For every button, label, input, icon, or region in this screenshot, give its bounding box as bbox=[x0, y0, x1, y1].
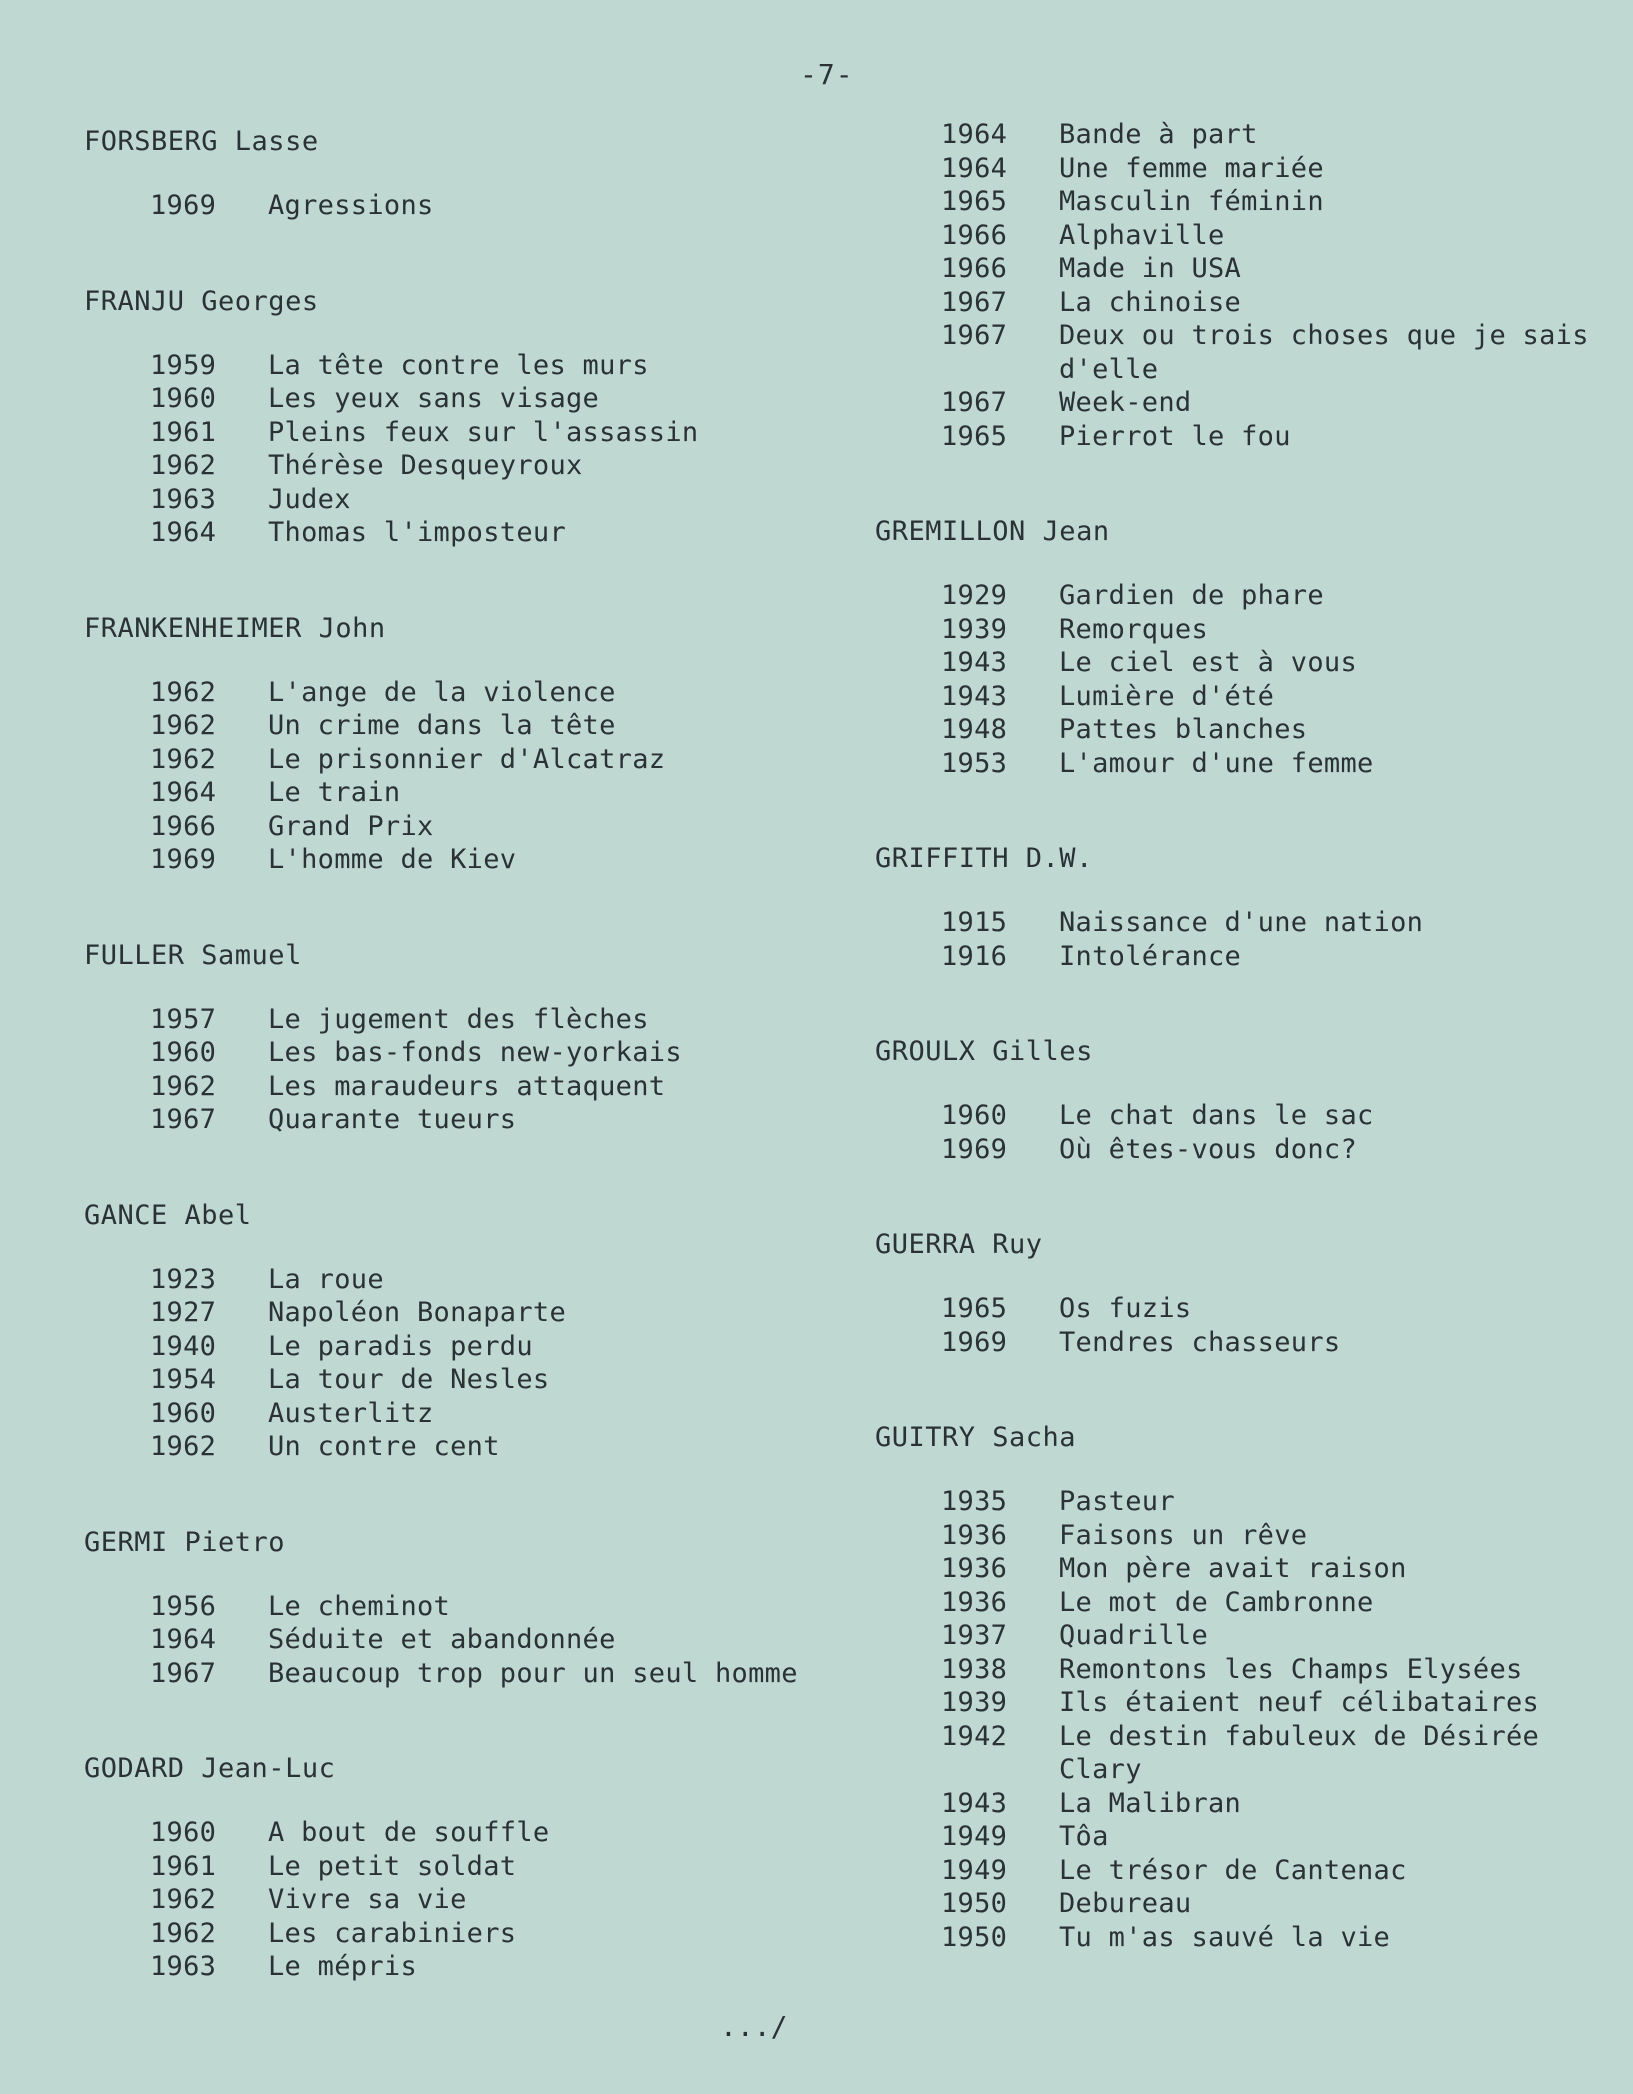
director-block bbox=[875, 0, 1595, 453]
film-entry bbox=[875, 185, 1595, 219]
film-entry bbox=[84, 1397, 804, 1431]
film-entry bbox=[875, 1619, 1595, 1653]
director-block bbox=[84, 612, 804, 877]
film-title: Une femme mariée bbox=[1059, 152, 1324, 184]
film-year: 1957 bbox=[150, 1003, 217, 1035]
film-year: 1916 bbox=[941, 940, 1008, 972]
film-title: Les carabiniers bbox=[268, 1917, 517, 1949]
film-year: 1949 bbox=[941, 1854, 1008, 1886]
film-year: 1967 bbox=[941, 320, 1008, 351]
film-year: 1962 bbox=[150, 1070, 217, 1102]
film-title: Ils étaient neuf célibataires bbox=[1059, 1687, 1540, 1718]
film-title: Bande à part bbox=[1059, 119, 1258, 150]
left-column bbox=[84, 125, 804, 2046]
film-title: Le petit soldat bbox=[268, 1850, 517, 1882]
film-year: 1964 bbox=[150, 517, 217, 548]
film-entry bbox=[84, 676, 804, 710]
director-block bbox=[84, 1752, 804, 1984]
film-title: Deux ou trois choses que je sais d'elle bbox=[1059, 320, 1589, 385]
film-title: Pleins feux sur l'assassin bbox=[268, 416, 699, 448]
film-entry bbox=[875, 1921, 1595, 1955]
film-year: 1938 bbox=[941, 1653, 1008, 1685]
film-year: 1962 bbox=[150, 1431, 217, 1462]
director-block bbox=[84, 1199, 804, 1464]
film-entry bbox=[84, 1816, 804, 1850]
film-entry bbox=[875, 1485, 1595, 1519]
film-entry bbox=[875, 613, 1595, 647]
film-entry bbox=[875, 1586, 1595, 1620]
director-block bbox=[875, 515, 1595, 780]
film-year: 1940 bbox=[150, 1330, 217, 1362]
film-year: 1923 bbox=[150, 1263, 217, 1295]
film-entry bbox=[84, 1623, 804, 1657]
director-name: GUERRA Ruy bbox=[875, 1229, 1043, 1260]
film-year: 1956 bbox=[150, 1590, 217, 1622]
film-year: 1943 bbox=[941, 647, 1008, 678]
film-title: Debureau bbox=[1059, 1888, 1192, 1919]
director-name: FRANKENHEIMER John bbox=[84, 612, 386, 644]
film-title: Les yeux sans visage bbox=[268, 383, 600, 414]
film-entry bbox=[875, 386, 1595, 420]
film-year: 1949 bbox=[941, 1821, 1008, 1852]
film-year: 1969 bbox=[150, 190, 217, 221]
film-entry bbox=[84, 1363, 804, 1397]
film-entry bbox=[84, 1657, 804, 1691]
director-name: FULLER Samuel bbox=[84, 939, 302, 971]
film-year: 1961 bbox=[150, 416, 217, 448]
film-title: Le chat dans le sac bbox=[1059, 1100, 1374, 1131]
director-name: GUITRY Sacha bbox=[875, 1422, 1077, 1453]
film-title: Le mot de Cambronne bbox=[1059, 1586, 1374, 1618]
film-title: Gardien de phare bbox=[1059, 580, 1324, 611]
film-year: 1939 bbox=[941, 1687, 1008, 1718]
film-entry bbox=[84, 776, 804, 810]
film-year: 1950 bbox=[941, 1921, 1008, 1953]
film-title: Pasteur bbox=[1059, 1486, 1175, 1517]
film-entry bbox=[84, 1850, 804, 1884]
continued-mark: .../ bbox=[720, 2010, 788, 2043]
film-year: 1969 bbox=[941, 1326, 1008, 1358]
film-title: Les maraudeurs attaquent bbox=[268, 1070, 666, 1102]
film-title: Masculin féminin bbox=[1059, 186, 1324, 217]
film-entry bbox=[875, 1133, 1595, 1167]
film-title: La chinoise bbox=[1059, 286, 1242, 318]
film-entry bbox=[84, 189, 804, 223]
film-year: 1962 bbox=[150, 710, 217, 741]
film-entry bbox=[84, 743, 804, 777]
director-name: GRIFFITH D.W. bbox=[875, 843, 1093, 874]
film-year: 1966 bbox=[941, 219, 1008, 251]
film-title: Où êtes-vous donc? bbox=[1059, 1133, 1357, 1165]
film-year: 1960 bbox=[150, 1037, 217, 1068]
director-block bbox=[84, 125, 804, 223]
film-year: 1967 bbox=[941, 387, 1008, 418]
director-name: FRANJU Georges bbox=[84, 285, 319, 317]
film-title: L'ange de la violence bbox=[268, 676, 616, 708]
director-name: GREMILLON Jean bbox=[875, 516, 1110, 547]
director-name: FORSBERG Lasse bbox=[84, 126, 319, 157]
film-year: 1962 bbox=[150, 450, 217, 481]
film-year: 1915 bbox=[941, 907, 1008, 938]
film-year: 1960 bbox=[150, 1397, 217, 1429]
film-entry bbox=[875, 1720, 1595, 1787]
film-entry bbox=[84, 1590, 804, 1624]
film-title: Pattes blanches bbox=[1059, 714, 1308, 745]
film-title: La tête contre les murs bbox=[268, 349, 649, 381]
film-title: Pierrot le fou bbox=[1059, 420, 1291, 452]
film-title: Week-end bbox=[1059, 387, 1192, 418]
film-title: Le cheminot bbox=[268, 1590, 451, 1622]
film-year: 1967 bbox=[150, 1657, 217, 1689]
film-entry bbox=[875, 1519, 1595, 1553]
film-title: Remorques bbox=[1059, 613, 1208, 645]
film-year: 1966 bbox=[150, 810, 217, 842]
director-name: GROULX Gilles bbox=[875, 1036, 1093, 1067]
film-year: 1965 bbox=[941, 420, 1008, 452]
director-block bbox=[875, 1228, 1595, 1359]
director-name: GERMI Pietro bbox=[84, 1526, 286, 1558]
film-entry bbox=[84, 1330, 804, 1364]
film-title: Beaucoup trop pour un seul homme bbox=[268, 1657, 798, 1689]
director-name: GODARD Jean-Luc bbox=[84, 1753, 336, 1784]
right-column bbox=[875, 0, 1595, 2016]
film-year: 1936 bbox=[941, 1553, 1008, 1584]
film-entry bbox=[84, 1103, 804, 1137]
director-block bbox=[84, 1526, 804, 1691]
film-title: Le paradis perdu bbox=[268, 1330, 533, 1362]
film-title: La Malibran bbox=[1059, 1787, 1242, 1819]
film-year: 1937 bbox=[941, 1620, 1008, 1651]
film-entry bbox=[875, 1653, 1595, 1687]
film-title: Napoléon Bonaparte bbox=[268, 1297, 566, 1328]
film-entry bbox=[875, 1887, 1595, 1921]
film-entry bbox=[84, 1296, 804, 1330]
film-title: Agressions bbox=[268, 190, 434, 221]
film-entry bbox=[875, 906, 1595, 940]
film-year: 1964 bbox=[941, 119, 1008, 150]
director-block bbox=[84, 939, 804, 1137]
film-entry bbox=[875, 1099, 1595, 1133]
film-year: 1967 bbox=[941, 286, 1008, 318]
film-year: 1950 bbox=[941, 1888, 1008, 1919]
film-entry bbox=[875, 286, 1595, 320]
film-entry bbox=[875, 713, 1595, 747]
film-entry bbox=[875, 1787, 1595, 1821]
film-year: 1964 bbox=[150, 1624, 217, 1655]
film-year: 1965 bbox=[941, 186, 1008, 217]
film-entry bbox=[875, 579, 1595, 613]
page-number: -7- bbox=[800, 58, 854, 91]
film-entry bbox=[84, 1917, 804, 1951]
film-entry bbox=[84, 416, 804, 450]
film-year: 1948 bbox=[941, 714, 1008, 745]
film-entry bbox=[84, 1883, 804, 1917]
film-entry bbox=[875, 1326, 1595, 1360]
director-block bbox=[875, 1035, 1595, 1166]
film-year: 1942 bbox=[941, 1720, 1008, 1752]
film-title: Le jugement des flèches bbox=[268, 1003, 649, 1035]
film-title: Faisons un rêve bbox=[1059, 1519, 1308, 1551]
film-entry bbox=[84, 1003, 804, 1037]
film-entry bbox=[875, 420, 1595, 454]
film-year: 1954 bbox=[150, 1364, 217, 1395]
film-entry bbox=[84, 483, 804, 517]
film-entry bbox=[84, 709, 804, 743]
film-entry bbox=[875, 680, 1595, 714]
film-title: Mon père avait raison bbox=[1059, 1553, 1407, 1584]
film-title: Judex bbox=[268, 483, 351, 515]
director-block bbox=[84, 285, 804, 550]
film-title: Le destin fabuleux de Désirée Clary bbox=[1059, 1720, 1540, 1785]
film-title: Les bas-fonds new-yorkais bbox=[268, 1037, 682, 1068]
film-entry bbox=[875, 1686, 1595, 1720]
film-title: L'homme de Kiev bbox=[268, 844, 517, 875]
film-entry bbox=[84, 1070, 804, 1104]
film-title: La tour de Nesles bbox=[268, 1364, 550, 1395]
film-year: 1962 bbox=[150, 1917, 217, 1949]
film-year: 1936 bbox=[941, 1519, 1008, 1551]
film-year: 1960 bbox=[150, 383, 217, 414]
film-title: Quadrille bbox=[1059, 1620, 1208, 1651]
film-year: 1964 bbox=[150, 777, 217, 808]
film-year: 1959 bbox=[150, 349, 217, 381]
film-title: La roue bbox=[268, 1263, 384, 1295]
film-year: 1962 bbox=[150, 743, 217, 775]
film-entry bbox=[84, 1263, 804, 1297]
film-title: Vivre sa vie bbox=[268, 1884, 467, 1915]
film-entry bbox=[84, 516, 804, 550]
film-entry bbox=[875, 152, 1595, 186]
film-year: 1963 bbox=[150, 483, 217, 515]
film-year: 1960 bbox=[941, 1100, 1008, 1131]
film-entry bbox=[84, 843, 804, 877]
film-title: Tu m'as sauvé la vie bbox=[1059, 1921, 1391, 1953]
film-entry bbox=[84, 382, 804, 416]
film-year: 1960 bbox=[150, 1817, 217, 1848]
film-year: 1963 bbox=[150, 1951, 217, 1982]
film-title: Un contre cent bbox=[268, 1431, 500, 1462]
film-title: Alphaville bbox=[1059, 219, 1225, 251]
film-year: 1969 bbox=[150, 844, 217, 875]
film-title: Le prisonnier d'Alcatraz bbox=[268, 743, 666, 775]
film-entry bbox=[84, 810, 804, 844]
film-title: Intolérance bbox=[1059, 940, 1242, 972]
film-entry bbox=[875, 1854, 1595, 1888]
film-entry bbox=[875, 252, 1595, 286]
film-entry bbox=[84, 1036, 804, 1070]
film-title: Os fuzis bbox=[1059, 1293, 1192, 1324]
film-entry bbox=[875, 747, 1595, 781]
film-title: Remontons les Champs Elysées bbox=[1059, 1653, 1523, 1685]
film-title: Quarante tueurs bbox=[268, 1104, 517, 1135]
film-year: 1939 bbox=[941, 613, 1008, 645]
film-entry bbox=[84, 1430, 804, 1464]
director-block bbox=[875, 842, 1595, 973]
film-year: 1953 bbox=[941, 747, 1008, 779]
film-year: 1962 bbox=[150, 676, 217, 708]
director-name: GANCE Abel bbox=[84, 1199, 252, 1231]
film-title: Séduite et abandonnée bbox=[268, 1624, 616, 1655]
film-title: Thomas l'imposteur bbox=[268, 517, 566, 548]
film-year: 1966 bbox=[941, 253, 1008, 284]
film-entry bbox=[875, 646, 1595, 680]
film-entry bbox=[875, 1552, 1595, 1586]
film-entry bbox=[84, 349, 804, 383]
film-entry bbox=[875, 118, 1595, 152]
film-entry bbox=[875, 1292, 1595, 1326]
film-title: Made in USA bbox=[1059, 253, 1242, 284]
film-year: 1967 bbox=[150, 1104, 217, 1135]
film-year: 1935 bbox=[941, 1486, 1008, 1517]
film-year: 1961 bbox=[150, 1850, 217, 1882]
film-title: Naissance d'une nation bbox=[1059, 907, 1424, 938]
film-year: 1964 bbox=[941, 152, 1008, 184]
film-title: Le mépris bbox=[268, 1951, 417, 1982]
film-year: 1936 bbox=[941, 1586, 1008, 1618]
film-title: Thérèse Desqueyroux bbox=[268, 450, 583, 481]
film-title: Tôa bbox=[1059, 1821, 1109, 1852]
film-title: Tendres chasseurs bbox=[1059, 1326, 1341, 1358]
film-title: A bout de souffle bbox=[268, 1817, 550, 1848]
film-entry bbox=[84, 449, 804, 483]
film-year: 1943 bbox=[941, 1787, 1008, 1819]
film-title: Le ciel est à vous bbox=[1059, 647, 1357, 678]
film-title: Le train bbox=[268, 777, 401, 808]
film-title: Grand Prix bbox=[268, 810, 434, 842]
film-entry bbox=[875, 1820, 1595, 1854]
film-year: 1965 bbox=[941, 1293, 1008, 1324]
film-title: L'amour d'une femme bbox=[1059, 747, 1374, 779]
film-entry bbox=[84, 1950, 804, 1984]
film-title: Un crime dans la tête bbox=[268, 710, 616, 741]
film-entry bbox=[875, 319, 1595, 386]
film-title: Austerlitz bbox=[268, 1397, 434, 1429]
film-year: 1962 bbox=[150, 1884, 217, 1915]
film-year: 1929 bbox=[941, 580, 1008, 611]
film-year: 1969 bbox=[941, 1133, 1008, 1165]
film-title: Le trésor de Cantenac bbox=[1059, 1854, 1407, 1886]
director-block bbox=[875, 1421, 1595, 1954]
film-year: 1943 bbox=[941, 680, 1008, 712]
film-year: 1927 bbox=[150, 1297, 217, 1328]
film-entry bbox=[875, 219, 1595, 253]
film-title: Lumière d'été bbox=[1059, 680, 1275, 712]
film-entry bbox=[875, 940, 1595, 974]
